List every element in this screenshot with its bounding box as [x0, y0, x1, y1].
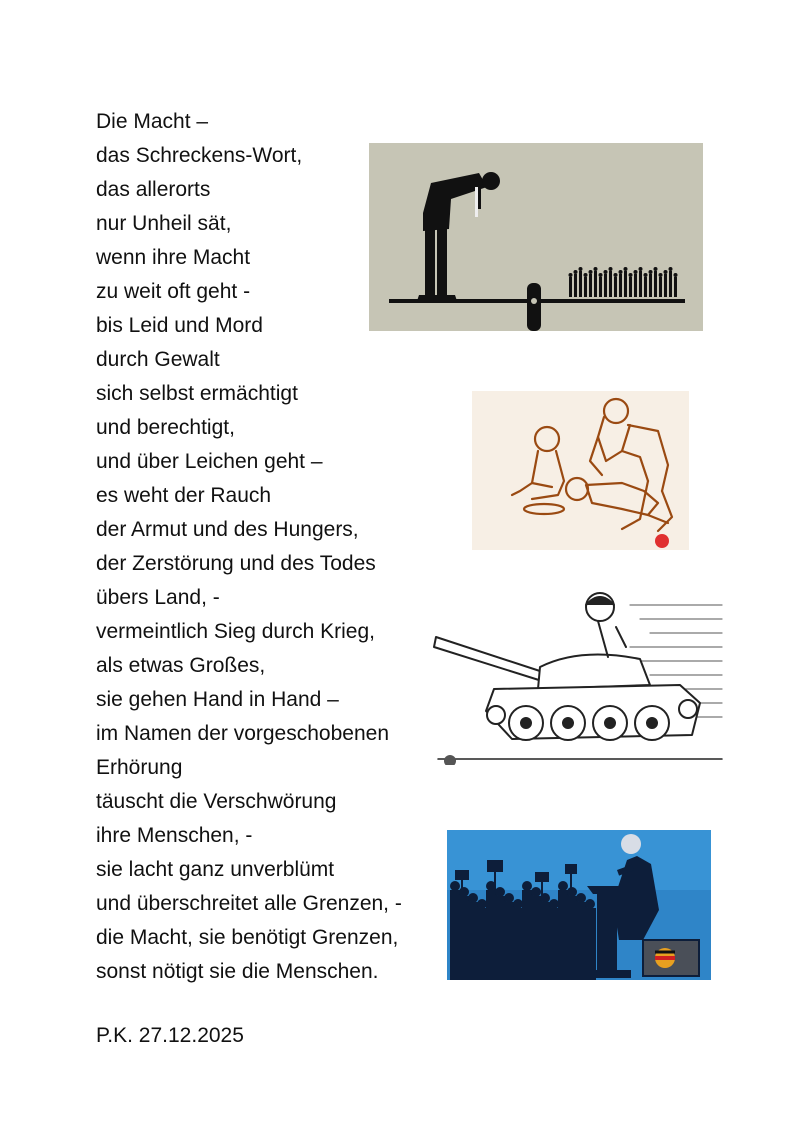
- signature-date: P.K. 27.12.2025: [96, 1024, 244, 1047]
- poem-line: sie lacht ganz unverblümt: [96, 858, 335, 881]
- poem-line: ihre Menschen, -: [96, 824, 253, 847]
- tank-cartoon-illustration: [430, 585, 727, 765]
- poem-line: vermeintlich Sieg durch Krieg,: [96, 620, 375, 643]
- poem-line: der Armut und des Hungers,: [96, 518, 359, 541]
- poem-line: sich selbst ermächtigt: [96, 382, 298, 405]
- speaker-crowd-illustration: [447, 830, 711, 980]
- poem-line: bis Leid und Mord: [96, 314, 263, 337]
- poem-line: sie gehen Hand in Hand –: [96, 688, 339, 711]
- poem-line: und überschreitet alle Grenzen, -: [96, 892, 402, 915]
- poem-line: zu weit oft geht -: [96, 280, 251, 303]
- poem-line: nur Unheil sät,: [96, 212, 232, 235]
- hunger-family-illustration: [472, 391, 689, 550]
- poem-line: durch Gewalt: [96, 348, 220, 371]
- poem-line: das allerorts: [96, 178, 211, 201]
- poem-line: sonst nötigt sie die Menschen.: [96, 960, 379, 983]
- poem-line: täuscht die Verschwörung: [96, 790, 337, 813]
- poem-line: die Macht, sie benötigt Grenzen,: [96, 926, 399, 949]
- poem-line: im Namen der vorgeschobenen: [96, 722, 389, 745]
- poem-line: und berechtigt,: [96, 416, 235, 439]
- seesaw-power-illustration: [369, 143, 703, 331]
- poem-line: als etwas Großes,: [96, 654, 266, 677]
- poem-line: übers Land, -: [96, 586, 220, 609]
- poem: [96, 108, 402, 992]
- poem-line: und über Leichen geht –: [96, 450, 323, 473]
- poem-line: der Zerstörung und des Todes: [96, 552, 376, 575]
- poem-line: Erhörung: [96, 756, 183, 779]
- poem-line: Die Macht –: [96, 110, 209, 133]
- poem-line: es weht der Rauch: [96, 484, 272, 507]
- poem-line: das Schreckens-Wort,: [96, 144, 303, 167]
- poem-line: wenn ihre Macht: [96, 246, 251, 269]
